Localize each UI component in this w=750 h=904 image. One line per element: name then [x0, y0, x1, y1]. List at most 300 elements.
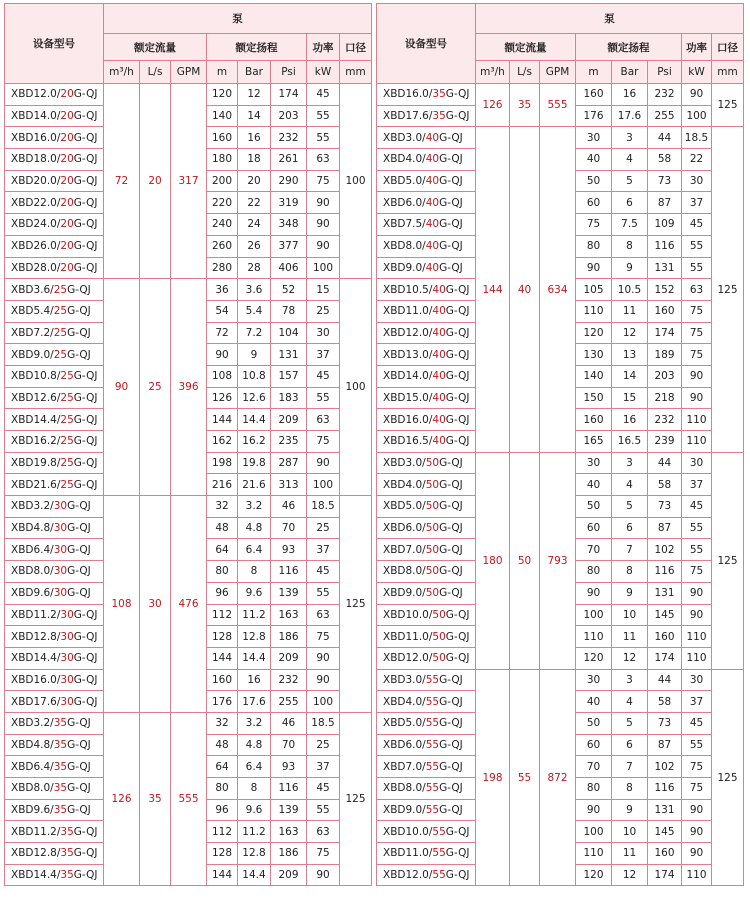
head-m-cell: 176	[207, 691, 238, 713]
model-cell	[5, 387, 104, 409]
head-psi-cell: 44	[648, 669, 682, 691]
model-cell	[377, 127, 476, 149]
model-prefix: XBD12.0/	[383, 326, 433, 339]
model-prefix: XBD24.0/	[11, 218, 61, 231]
head-m-cell: 80	[576, 235, 612, 257]
head-psi-cell: 131	[648, 799, 682, 821]
model-suffix: G-QJ	[73, 652, 98, 665]
model-suffix: G-QJ	[67, 782, 91, 795]
power-header: 功率	[307, 34, 340, 61]
bore-mm-cell: 125	[712, 84, 744, 127]
model-suffix: G-QJ	[439, 175, 463, 188]
model-prefix: XBD3.0/	[383, 673, 426, 686]
power-kw-cell: 75	[682, 778, 712, 800]
head-bar-cell: 9.6	[238, 799, 271, 821]
head-psi-cell: 186	[271, 626, 307, 648]
model-prefix: XBD6.4/	[11, 760, 54, 773]
model-suffix: G-QJ	[439, 782, 463, 795]
model-suffix: G-QJ	[67, 522, 91, 535]
head-bar-cell: 18	[238, 149, 271, 171]
model-series: 55	[425, 782, 440, 795]
model-series: 25	[53, 283, 68, 296]
head-psi-cell: 232	[648, 409, 682, 431]
head-psi-cell: 58	[648, 474, 682, 496]
model-series: 50	[432, 630, 446, 643]
head-psi-cell: 203	[271, 105, 307, 127]
model-prefix: XBD9.0/	[383, 587, 426, 600]
model-prefix: XBD14.4/	[11, 869, 61, 882]
head-psi-cell: 232	[271, 127, 307, 149]
head-m-cell: 176	[576, 105, 612, 127]
model-suffix: G-QJ	[439, 738, 463, 751]
head-bar-cell: 14	[612, 365, 648, 387]
power-kw-cell: 55	[682, 517, 712, 539]
model-series: 55	[425, 717, 440, 730]
head-psi-cell: 93	[271, 756, 307, 778]
head-bar-cell: 22	[238, 192, 271, 214]
model-series: 30	[53, 565, 68, 578]
head-m-cell: 110	[576, 300, 612, 322]
head-bar-cell: 10	[612, 604, 648, 626]
head-m-cell: 220	[207, 192, 238, 214]
model-series: 30	[60, 630, 74, 643]
unit-m3h: m³/h	[476, 61, 510, 84]
head-bar-cell: 14.4	[238, 864, 271, 886]
model-series: 30	[53, 500, 68, 513]
power-kw-cell: 75	[682, 756, 712, 778]
head-psi-cell: 116	[271, 561, 307, 583]
model-prefix: XBD7.2/	[11, 326, 54, 339]
head-bar-cell: 26	[238, 235, 271, 257]
model-series: 55	[425, 695, 440, 708]
head-m-cell: 80	[207, 778, 238, 800]
model-prefix: XBD5.0/	[383, 500, 426, 513]
model-prefix: XBD3.2/	[11, 717, 54, 730]
model-suffix: G-QJ	[67, 738, 91, 751]
head-bar-cell: 14.4	[238, 647, 271, 669]
model-series: 20	[60, 240, 74, 253]
model-suffix: G-QJ	[67, 717, 91, 730]
model-series: 55	[425, 673, 440, 686]
spec-table-right	[376, 3, 744, 886]
model-suffix: G-QJ	[73, 261, 98, 274]
flow-gpm-cell: 317	[171, 84, 207, 279]
model-suffix: G-QJ	[439, 500, 463, 513]
power-kw-cell: 75	[307, 431, 340, 453]
head-psi-cell: 261	[271, 149, 307, 171]
model-series: 25	[60, 370, 74, 383]
head-bar-cell: 3	[612, 452, 648, 474]
head-bar-cell: 9	[612, 582, 648, 604]
power-kw-cell: 63	[307, 604, 340, 626]
model-prefix: XBD10.5/	[383, 283, 433, 296]
model-prefix: XBD12.6/	[11, 391, 61, 404]
model-cell	[5, 149, 104, 171]
head-bar-cell: 28	[238, 257, 271, 279]
table-row	[5, 496, 372, 518]
head-m-cell: 162	[207, 431, 238, 453]
model-series: 50	[432, 652, 446, 665]
power-kw-cell: 25	[307, 517, 340, 539]
head-bar-cell: 8	[238, 561, 271, 583]
head-psi-cell: 73	[648, 170, 682, 192]
head-bar-cell: 6.4	[238, 539, 271, 561]
model-cell	[377, 149, 476, 171]
head-m-cell: 60	[576, 192, 612, 214]
model-series: 20	[60, 153, 74, 166]
model-cell	[377, 582, 476, 604]
model-prefix: XBD10.0/	[383, 608, 433, 621]
head-m-cell: 140	[576, 365, 612, 387]
power-kw-cell: 30	[682, 669, 712, 691]
flow-ls-cell: 55	[510, 669, 540, 886]
table-row	[5, 712, 372, 734]
model-suffix: G-QJ	[73, 630, 98, 643]
model-prefix: XBD19.8/	[11, 457, 61, 470]
flow-gpm-cell: 476	[171, 496, 207, 713]
head-bar-cell: 16.5	[612, 431, 648, 453]
head-bar-cell: 4	[612, 691, 648, 713]
model-series: 20	[60, 261, 74, 274]
power-kw-cell: 55	[307, 582, 340, 604]
model-suffix: G-QJ	[439, 673, 463, 686]
flow-m3h-cell: 90	[104, 279, 140, 496]
model-cell	[377, 452, 476, 474]
head-psi-cell: 189	[648, 344, 682, 366]
model-cell	[377, 756, 476, 778]
power-kw-cell: 55	[682, 257, 712, 279]
model-suffix: G-QJ	[445, 435, 470, 448]
head-psi-cell: 116	[648, 561, 682, 583]
model-prefix: XBD8.0/	[11, 782, 54, 795]
power-kw-cell: 18.5	[682, 127, 712, 149]
power-kw-cell: 37	[307, 539, 340, 561]
flow-m3h-cell: 144	[476, 127, 510, 452]
head-m-cell: 80	[207, 561, 238, 583]
model-suffix: G-QJ	[439, 153, 463, 166]
model-cell	[5, 496, 104, 518]
head-psi-cell: 73	[648, 496, 682, 518]
model-prefix: XBD9.0/	[383, 804, 426, 817]
model-suffix: G-QJ	[73, 218, 98, 231]
pump-header: 泵	[104, 4, 372, 34]
bore-header: 口径	[340, 34, 372, 61]
power-kw-cell: 75	[307, 843, 340, 865]
model-cell	[5, 734, 104, 756]
model-cell	[377, 192, 476, 214]
model-series: 35	[60, 847, 74, 860]
head-m-cell: 48	[207, 517, 238, 539]
head-bar-cell: 3	[612, 127, 648, 149]
model-series: 55	[425, 760, 440, 773]
head-psi-cell: 319	[271, 192, 307, 214]
head-bar-cell: 9.6	[238, 582, 271, 604]
flow-header: 额定流量	[104, 34, 207, 61]
head-header: 额定扬程	[207, 34, 307, 61]
head-bar-cell: 9	[612, 799, 648, 821]
head-psi-cell: 104	[271, 322, 307, 344]
head-m-cell: 70	[576, 756, 612, 778]
model-series: 30	[60, 695, 74, 708]
head-bar-cell: 4	[612, 474, 648, 496]
power-kw-cell: 75	[307, 170, 340, 192]
model-suffix: G-QJ	[73, 153, 98, 166]
model-cell	[377, 864, 476, 886]
model-prefix: XBD16.0/	[11, 673, 61, 686]
model-cell	[5, 821, 104, 843]
head-m-cell: 90	[576, 257, 612, 279]
model-cell	[377, 409, 476, 431]
power-kw-cell: 90	[682, 365, 712, 387]
head-m-cell: 150	[576, 387, 612, 409]
head-m-cell: 48	[207, 734, 238, 756]
power-kw-cell: 55	[682, 235, 712, 257]
model-prefix: XBD6.0/	[383, 522, 426, 535]
head-bar-cell: 5.4	[238, 300, 271, 322]
head-m-cell: 120	[207, 84, 238, 106]
model-series: 50	[432, 608, 446, 621]
power-kw-cell: 75	[682, 322, 712, 344]
head-m-cell: 110	[576, 843, 612, 865]
model-prefix: XBD10.0/	[383, 825, 433, 838]
model-prefix: XBD5.0/	[383, 717, 426, 730]
head-m-cell: 120	[576, 864, 612, 886]
model-cell	[377, 561, 476, 583]
head-m-cell: 144	[207, 864, 238, 886]
head-bar-cell: 12	[612, 647, 648, 669]
model-suffix: G-QJ	[67, 326, 91, 339]
model-cell	[5, 344, 104, 366]
head-psi-cell: 58	[648, 691, 682, 713]
model-cell	[377, 669, 476, 691]
model-series: 20	[60, 218, 74, 231]
power-kw-cell: 55	[682, 734, 712, 756]
model-series: 50	[425, 543, 440, 556]
head-bar-cell: 12.8	[238, 626, 271, 648]
model-suffix: G-QJ	[73, 391, 98, 404]
model-series: 55	[432, 825, 446, 838]
model-header: 设备型号	[5, 4, 104, 84]
model-series: 40	[425, 261, 440, 274]
power-kw-cell: 45	[307, 561, 340, 583]
unit-bar: Bar	[612, 61, 648, 84]
power-kw-cell: 90	[307, 669, 340, 691]
model-series: 40	[425, 131, 440, 144]
head-bar-cell: 17.6	[612, 105, 648, 127]
model-prefix: XBD4.0/	[383, 153, 426, 166]
head-bar-cell: 12	[612, 864, 648, 886]
head-psi-cell: 145	[648, 604, 682, 626]
head-psi-cell: 46	[271, 712, 307, 734]
spec-table-left	[4, 3, 372, 886]
model-prefix: XBD12.0/	[383, 869, 433, 882]
model-cell	[5, 799, 104, 821]
head-m-cell: 60	[576, 734, 612, 756]
head-m-cell: 200	[207, 170, 238, 192]
power-kw-cell: 37	[307, 344, 340, 366]
model-series: 30	[53, 543, 68, 556]
model-prefix: XBD9.6/	[11, 587, 54, 600]
unit-gpm: GPM	[171, 61, 207, 84]
model-suffix: G-QJ	[73, 847, 98, 860]
model-prefix: XBD5.4/	[11, 305, 54, 318]
flow-header: 额定流量	[476, 34, 576, 61]
power-kw-cell: 90	[682, 387, 712, 409]
model-prefix: XBD14.0/	[11, 110, 61, 123]
model-suffix: G-QJ	[67, 500, 91, 513]
model-cell	[377, 778, 476, 800]
head-m-cell: 100	[576, 821, 612, 843]
power-kw-cell: 45	[682, 496, 712, 518]
power-kw-cell: 110	[682, 864, 712, 886]
power-kw-cell: 45	[682, 712, 712, 734]
model-cell	[5, 409, 104, 431]
table-row	[5, 279, 372, 301]
head-psi-cell: 209	[271, 647, 307, 669]
model-series: 20	[60, 131, 74, 144]
bore-mm-cell: 100	[340, 279, 372, 496]
model-prefix: XBD4.8/	[11, 738, 54, 751]
head-m-cell: 32	[207, 712, 238, 734]
power-kw-cell: 110	[682, 409, 712, 431]
head-bar-cell: 16.2	[238, 431, 271, 453]
model-suffix: G-QJ	[73, 608, 98, 621]
model-series: 35	[53, 738, 68, 751]
power-header: 功率	[682, 34, 712, 61]
head-m-cell: 240	[207, 214, 238, 236]
unit-mm: mm	[712, 61, 744, 84]
head-psi-cell: 348	[271, 214, 307, 236]
model-suffix: G-QJ	[439, 131, 463, 144]
bore-header: 口径	[712, 34, 744, 61]
model-cell	[5, 561, 104, 583]
model-cell	[5, 647, 104, 669]
power-kw-cell: 110	[682, 647, 712, 669]
bore-mm-cell: 125	[712, 452, 744, 669]
head-m-cell: 54	[207, 300, 238, 322]
model-cell	[5, 214, 104, 236]
model-series: 50	[425, 587, 440, 600]
model-prefix: XBD22.0/	[11, 196, 61, 209]
head-m-cell: 30	[576, 452, 612, 474]
model-cell	[377, 647, 476, 669]
model-suffix: G-QJ	[445, 869, 470, 882]
model-cell	[5, 669, 104, 691]
power-kw-cell: 110	[682, 626, 712, 648]
power-kw-cell: 18.5	[307, 712, 340, 734]
power-kw-cell: 90	[682, 582, 712, 604]
flow-ls-cell: 40	[510, 127, 540, 452]
model-suffix: G-QJ	[73, 110, 98, 123]
model-series: 50	[425, 565, 440, 578]
model-prefix: XBD11.0/	[383, 847, 433, 860]
model-prefix: XBD16.0/	[383, 88, 433, 101]
model-series: 40	[432, 435, 446, 448]
model-series: 35	[53, 804, 68, 817]
power-kw-cell: 55	[307, 127, 340, 149]
model-series: 40	[432, 326, 446, 339]
model-series: 40	[425, 218, 440, 231]
head-m-cell: 96	[207, 582, 238, 604]
model-cell	[377, 474, 476, 496]
model-prefix: XBD11.0/	[383, 305, 433, 318]
head-psi-cell: 209	[271, 409, 307, 431]
model-suffix: G-QJ	[67, 804, 91, 817]
model-suffix: G-QJ	[439, 240, 463, 253]
model-series: 50	[425, 522, 440, 535]
power-kw-cell: 90	[682, 84, 712, 106]
head-m-cell: 80	[576, 778, 612, 800]
head-psi-cell: 160	[648, 626, 682, 648]
head-psi-cell: 209	[271, 864, 307, 886]
power-kw-cell: 45	[307, 365, 340, 387]
model-prefix: XBD18.0/	[11, 153, 61, 166]
model-series: 35	[432, 110, 446, 123]
model-series: 30	[53, 587, 68, 600]
power-kw-cell: 30	[682, 170, 712, 192]
head-bar-cell: 4	[612, 149, 648, 171]
unit-ls: L/s	[510, 61, 540, 84]
head-bar-cell: 4.8	[238, 734, 271, 756]
model-series: 25	[60, 435, 74, 448]
model-suffix: G-QJ	[73, 370, 98, 383]
model-series: 25	[60, 457, 74, 470]
bore-mm-cell: 100	[340, 84, 372, 279]
model-suffix: G-QJ	[67, 348, 91, 361]
power-kw-cell: 90	[307, 864, 340, 886]
power-kw-cell: 75	[682, 300, 712, 322]
model-prefix: XBD21.6/	[11, 478, 61, 491]
model-suffix: G-QJ	[73, 673, 98, 686]
head-m-cell: 36	[207, 279, 238, 301]
head-bar-cell: 10	[612, 821, 648, 843]
power-kw-cell: 55	[307, 799, 340, 821]
power-kw-cell: 90	[682, 821, 712, 843]
power-kw-cell: 100	[307, 474, 340, 496]
head-bar-cell: 8	[612, 235, 648, 257]
head-psi-cell: 145	[648, 821, 682, 843]
head-bar-cell: 16	[238, 127, 271, 149]
head-psi-cell: 70	[271, 734, 307, 756]
model-series: 35	[53, 717, 68, 730]
model-cell	[5, 582, 104, 604]
model-prefix: XBD14.0/	[383, 370, 433, 383]
power-kw-cell: 15	[307, 279, 340, 301]
head-bar-cell: 8	[612, 778, 648, 800]
head-bar-cell: 11	[612, 300, 648, 322]
flow-m3h-cell: 180	[476, 452, 510, 669]
model-series: 55	[432, 847, 446, 860]
model-series: 25	[53, 348, 68, 361]
table-row	[377, 84, 744, 106]
head-m-cell: 32	[207, 496, 238, 518]
model-suffix: G-QJ	[73, 457, 98, 470]
head-bar-cell: 7	[612, 539, 648, 561]
power-kw-cell: 30	[682, 452, 712, 474]
head-header: 额定扬程	[576, 34, 682, 61]
head-bar-cell: 7	[612, 756, 648, 778]
head-psi-cell: 157	[271, 365, 307, 387]
model-suffix: G-QJ	[445, 326, 470, 339]
model-cell	[377, 604, 476, 626]
head-bar-cell: 14	[238, 105, 271, 127]
head-bar-cell: 6	[612, 734, 648, 756]
table-row	[5, 84, 372, 106]
power-kw-cell: 90	[307, 214, 340, 236]
unit-m: m	[207, 61, 238, 84]
model-series: 40	[432, 283, 446, 296]
model-cell	[377, 235, 476, 257]
